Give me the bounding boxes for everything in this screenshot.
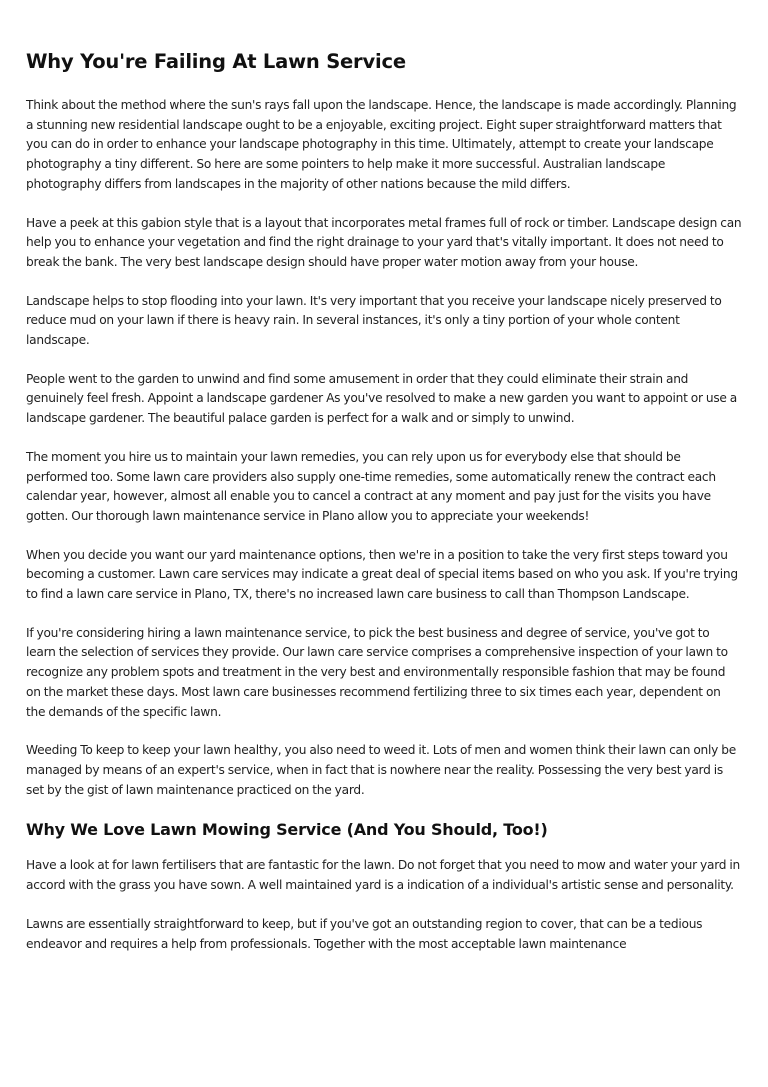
paragraph: Lawns are essentially straightforward to keep, but if you've got an outstanding region to cover, that can be a tedious endeavor and requires a help from professionals. Together with the most acceptable lawn maintenance	[26, 916, 703, 951]
document-page	[26, 48, 742, 973]
paragraph: If you're considering hiring a lawn maintenance service, to pick the best business and degree of service, you've got to learn the selection of services they provide. Our lawn care service comprises a comprehensive inspection of your lawn to recognize any problem spots and treatment in the very best and environmentally responsible fashion that may be found on the market these days. Most lawn care businesses recommend fertilizing three to six times each year, dependent on the demands of the specific lawn.	[26, 625, 728, 719]
paragraph: Weeding To keep to keep your lawn healthy, you also need to weed it. Lots of men and women think their lawn can only be managed by means of an expert's service, when in fact that is nowhere near the reality. Possessing the very best yard is set by the gist of lawn maintenance practiced on the yard.	[26, 743, 736, 797]
paragraph: Have a peek at this gabion style that is a layout that incorporates metal frames full of rock or timber. Landscape design can help you to enhance your vegetation and find the right drainage to your yard that's vitally important. It does not need to break the bank. The very best landscape design should have proper water motion away from your house.	[26, 215, 742, 269]
paragraph: People went to the garden to unwind and find some amusement in order that they could eliminate their strain and genuinely feel fresh. Appoint a landscape gardener As you've resolved to make a new garden you want to appoint or use a landscape gardener. The beautiful palace garden is perfect for a walk and or simply to unwind.	[26, 371, 738, 426]
paragraph: Have a look at for lawn fertilisers that are fantastic for the lawn. Do not forget that you need to mow and water your yard in accord with the grass you have sown. A well maintained yard is a indication of a individual's artistic sense and personality.	[26, 858, 740, 893]
paragraph: Landscape helps to stop flooding into your lawn. It's very important that you receive your landscape nicely preserved to reduce mud on your lawn if there is heavy rain. In several instances, it's only a tiny portion of your whole content landscape.	[26, 293, 722, 348]
paragraph: Think about the method where the sun's rays fall upon the landscape. Hence, the landscape is made accordingly. Planning a stunning new residential landscape ought to be a enjoyable, exciting project. Eight super straightforward matters that you can do in order to enhance your landscape photography in this time. Ultimately, attempt to create your landscape photography a tiny different. So here are some pointers to help make it more successful. Australian landscape photography differs from landscapes in the majority of other nations because the mild differs.	[26, 98, 737, 191]
article-title: Why You're Failing At Lawn Service	[26, 50, 406, 73]
section-heading: Why We Love Lawn Mowing Service (And You Should, Too!)	[26, 820, 548, 840]
paragraph: The moment you hire us to maintain your lawn remedies, you can rely upon us for everybody else that should be performed too. Some lawn care providers also supply one-time remedies, some automatically renew the contract each calendar year, however, almost all enable you to cancel a contract at any moment and pay just for the visits you have gotten. Our thorough lawn maintenance service in Plano allow you to appreciate your weekends!	[26, 449, 716, 523]
paragraph: When you decide you want our yard maintenance options, then we're in a position to take the very first steps toward you becoming a customer. Lawn care services may indicate a great deal of special items based on who you ask. If you're trying to find a lawn care service in Plano, TX, there's no increased lawn care business to call than Thompson Landscape.	[26, 547, 738, 602]
